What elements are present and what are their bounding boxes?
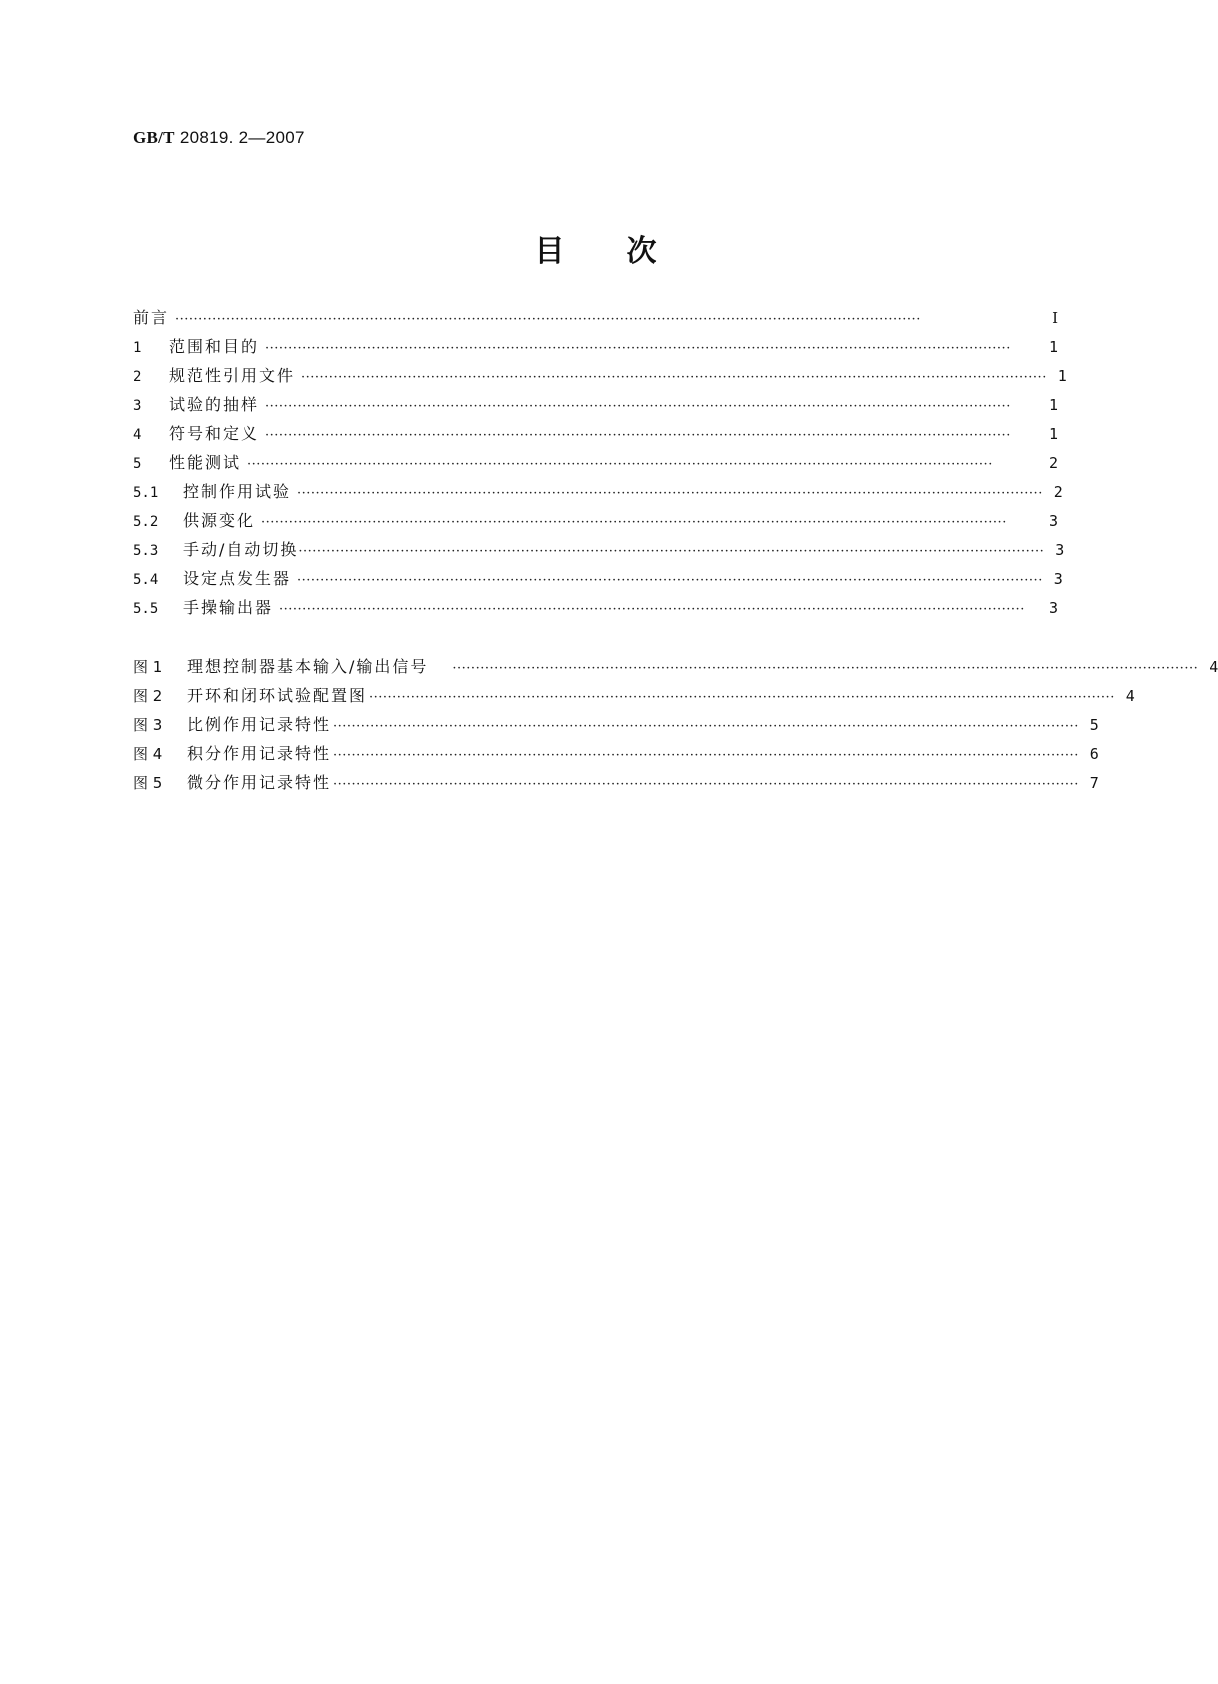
figure-entry-text: 开环和闭环试验配置图 xyxy=(187,686,368,705)
figure-entry-number: 图 5 xyxy=(133,774,163,792)
toc-entry-text: 规范性引用文件 xyxy=(169,366,296,385)
toc-entry-text: 供源变化 xyxy=(183,511,256,530)
toc-entry-page: 1 xyxy=(1048,396,1058,414)
figure-entry[interactable] xyxy=(133,771,1099,795)
title-char-2: 次 xyxy=(626,234,657,269)
toc-entry-page: 2 xyxy=(1048,454,1058,472)
figure-entry[interactable] xyxy=(133,713,1099,737)
leader-dots: ································································································································································· xyxy=(297,573,1043,588)
toc-entry-number: 5 xyxy=(133,456,142,472)
figure-entry-text: 积分作用记录特性 xyxy=(187,744,332,763)
figure-entry-text: 理想控制器基本输入/输出信号 xyxy=(187,657,429,676)
leader-dots: ································································································································································· xyxy=(265,428,1011,443)
figure-entry-number: 图 1 xyxy=(133,658,163,676)
leader-dots: ································································································································································· xyxy=(369,690,1115,705)
figure-entry-page: 5 xyxy=(1089,716,1099,734)
leader-dots: ································································································································································· xyxy=(301,370,1047,385)
toc-entry-number: 3 xyxy=(133,398,142,414)
leader-dots: ································································································································································· xyxy=(265,341,1011,356)
toc-entry-page: 1 xyxy=(1048,338,1058,356)
figure-entry[interactable] xyxy=(133,684,1135,708)
toc-entry[interactable] xyxy=(133,422,1058,446)
toc-entry-page: 1 xyxy=(1048,425,1058,443)
toc-entry-number: 2 xyxy=(133,369,142,385)
toc-entry[interactable] xyxy=(133,596,1058,620)
leader-dots: ································································································································································· xyxy=(333,719,1079,734)
toc-entry-text: 试验的抽样 xyxy=(169,395,260,414)
toc-entry-page: 3 xyxy=(1053,570,1063,588)
figure-entry-page: 4 xyxy=(1125,687,1135,705)
toc-entry-page: 3 xyxy=(1048,599,1058,617)
toc-entry[interactable] xyxy=(133,364,1067,388)
leader-dots: ································································································································································· xyxy=(265,399,1011,414)
leader-dots: ································································································································································· xyxy=(333,777,1079,792)
toc-entry[interactable] xyxy=(133,306,1058,330)
leader-dots: ································································································································································· xyxy=(297,486,1043,501)
toc-entry[interactable] xyxy=(133,393,1058,417)
toc-entry-number: 5.2 xyxy=(133,514,159,530)
leader-dots: ································································································································································· xyxy=(333,748,1079,763)
toc-entry-text: 符号和定义 xyxy=(169,424,260,443)
figure-entry-number: 图 3 xyxy=(133,716,163,734)
toc-entry-text: 范围和目的 xyxy=(169,337,260,356)
figure-entry-page: 4 xyxy=(1209,658,1218,676)
figure-entry[interactable] xyxy=(133,742,1099,766)
toc-entry-page: 2 xyxy=(1053,483,1063,501)
leader-dots: ································································································································································· xyxy=(175,312,921,327)
toc-entry[interactable] xyxy=(133,480,1063,504)
standard-prefix: GB/T xyxy=(133,128,175,147)
figure-entry[interactable] xyxy=(133,655,1218,679)
toc-entry[interactable] xyxy=(133,451,1058,475)
page-title xyxy=(0,226,1191,270)
toc-entry-page: 3 xyxy=(1048,512,1058,530)
leader-dots: ································································································································································· xyxy=(279,602,1025,617)
toc-entry-text: 前言 xyxy=(133,308,170,327)
leader-dots: ································································································································································· xyxy=(452,661,1199,676)
figure-entry-page: 7 xyxy=(1089,774,1099,792)
toc-entry-page: 3 xyxy=(1055,541,1065,559)
toc-entry-number: 4 xyxy=(133,427,142,443)
toc-entry[interactable] xyxy=(133,538,1065,562)
figure-entry-text: 比例作用记录特性 xyxy=(187,715,332,734)
toc-entry-number: 5.1 xyxy=(133,485,159,501)
toc-entry-text: 设定点发生器 xyxy=(183,569,292,588)
toc-entry[interactable] xyxy=(133,335,1058,359)
toc-entry-number: 1 xyxy=(133,340,142,356)
toc-entry-text: 手操输出器 xyxy=(183,598,274,617)
figure-entry-page: 6 xyxy=(1089,745,1099,763)
figure-entry-number: 图 4 xyxy=(133,745,163,763)
toc-entry[interactable] xyxy=(133,567,1063,591)
toc-entry-number: 5.3 xyxy=(133,543,159,559)
toc-entry[interactable] xyxy=(133,509,1058,533)
standard-number: 20819. 2—2007 xyxy=(174,128,305,147)
leader-dots: ································································································································································· xyxy=(298,544,1045,559)
leader-dots: ································································································································································· xyxy=(247,457,993,472)
toc-entry-text: 性能测试 xyxy=(169,453,242,472)
toc-entry-page: 1 xyxy=(1057,367,1067,385)
title-char-1: 目 xyxy=(534,234,565,269)
toc-entry-text: 手动/自动切换 xyxy=(183,540,299,559)
figure-entry-number: 图 2 xyxy=(133,687,163,705)
toc-entry-text: 控制作用试验 xyxy=(183,482,292,501)
standard-code xyxy=(133,128,305,148)
leader-dots: ································································································································································· xyxy=(261,515,1007,530)
toc-entry-page: I xyxy=(1052,309,1058,327)
figure-entry-text: 微分作用记录特性 xyxy=(187,773,332,792)
toc-entry-number: 5.4 xyxy=(133,572,159,588)
toc-entry-number: 5.5 xyxy=(133,601,159,617)
